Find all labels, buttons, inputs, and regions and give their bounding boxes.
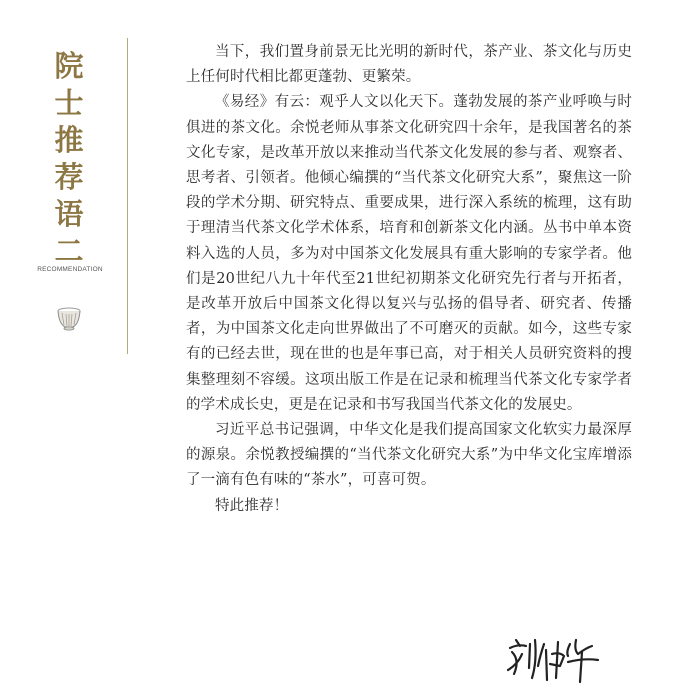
paragraph: 当下，我们置身前景无比光明的新时代，茶产业、茶文化与历史上任何时代相比都更蓬勃、更繁荣。: [186, 44, 632, 86]
title-char: 士: [54, 86, 84, 120]
recommendation-text: [186, 40, 632, 519]
signature: [504, 634, 604, 686]
section-subtitle: RECOMMENDATION: [37, 266, 103, 273]
tea-cup-icon: [56, 306, 82, 332]
paragraph: 《易经》有云：观乎人文以化天下。蓬勃发展的茶产业呼唤与时俱进的茶文化。余悦老师从事茶文化研究四十余年，是我国著名的茶文化专家，是改革开放以来推动当代茶文化发展的参与者、观察者、思考者、引领者。他倾心编撰的“当代茶文化研究大系”，聚焦这一阶段的学术分期、研究特点、重要成果，进行深入系统的梳理，这有助于理清当代茶文化学术体系，培育和创新茶文化内涵。丛书中单本资料入选的人员，多为对中国茶文化发展具有重大影响的专家学者。他们是20世纪八九十年代至21世纪初期茶文化研究先行者与开拓者，是改革开放后中国茶文化得以复兴与弘扬的倡导者、研究者、传播者，为中国茶文化走向世界做出了不可磨灭的贡献。如今，这些专家有的已经去世，现在世的也是年事已高，对于相关人员研究资料的搜集整理刻不容缓。这项出版工作是在记录和梳理当代茶文化专家学者的学术成长史，更是在记录和书写我国当代茶文化的发展史。: [186, 94, 632, 413]
title-char: 二: [54, 234, 84, 268]
page-title: [52, 48, 86, 270]
title-char: 语: [54, 197, 84, 231]
title-char: 院: [54, 49, 84, 83]
paragraph: 习近平总书记强调，中华文化是我们提高国家文化软实力最深厚的源泉。余悦教授编撰的“当代茶文化研究大系”为中华文化宝库增添了一滴有色有味的“茶水”，可喜可贺。: [186, 422, 632, 489]
divider-line: [127, 38, 128, 354]
closing-line: 特此推荐！: [215, 497, 289, 514]
title-char: 推: [54, 123, 84, 157]
title-char: 荐: [54, 160, 84, 194]
